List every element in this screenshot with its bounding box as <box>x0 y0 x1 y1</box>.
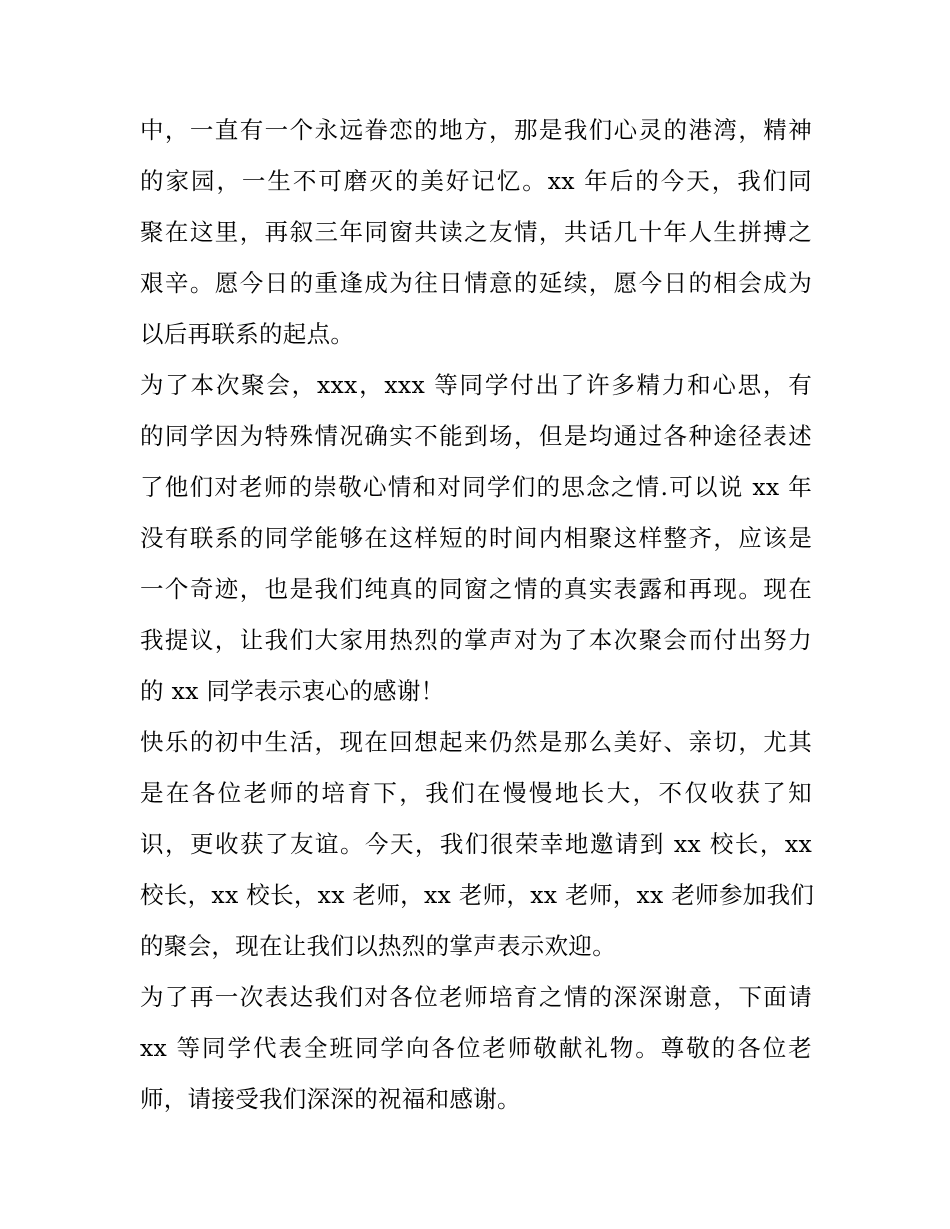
text-line: 中，一直有一个永远眷恋的地方，那是我们心灵的港湾，精神 <box>140 116 812 144</box>
text-line: 没有联系的同学能够在这样短的时间内相聚这样整齐，应该是 <box>140 524 812 552</box>
text-line: 的聚会，现在让我们以热烈的掌声表示欢迎。 <box>140 932 616 960</box>
text-line: xx 等同学代表全班同学向各位老师敬献礼物。尊敬的各位老 <box>140 1034 812 1062</box>
text-line: 以后再联系的起点。 <box>140 320 355 348</box>
text-line: 识，更收获了友谊。今天，我们很荣幸地邀请到 xx 校长，xx <box>140 830 812 858</box>
text-line: 为了本次聚会，xxx，xxx 等同学付出了许多精力和心思，有 <box>140 371 812 399</box>
text-line: 的家园，一生不可磨灭的美好记忆。xx 年后的今天，我们同 <box>140 167 812 195</box>
text-line: 艰辛。愿今日的重逢成为往日情意的延续，愿今日的相会成为 <box>140 269 812 297</box>
text-line: 快乐的初中生活，现在回想起来仍然是那么美好、亲切，尤其 <box>140 728 812 756</box>
text-line: 聚在这里，再叙三年同窗共读之友情，共话几十年人生拼搏之 <box>140 218 812 246</box>
document-body <box>140 108 815 1128</box>
text-line: 的同学因为特殊情况确实不能到场，但是均通过各种途径表述 <box>140 422 812 450</box>
text-line: 的 xx 同学表示衷心的感谢！ <box>140 677 445 705</box>
text-line: 一个奇迹，也是我们纯真的同窗之情的真实表露和再现。现在 <box>140 575 812 603</box>
text-line: 了他们对老师的崇敬心情和对同学们的思念之情.可以说 xx 年 <box>140 473 812 501</box>
text-line: 师，请接受我们深深的祝福和感谢。 <box>140 1085 521 1113</box>
text-line: 是在各位老师的培育下，我们在慢慢地长大，不仅收获了知 <box>140 779 812 807</box>
text-line: 为了再一次表达我们对各位老师培育之情的深深谢意，下面请 <box>140 983 812 1011</box>
text-line: 校长，xx 校长，xx 老师，xx 老师，xx 老师，xx 老师参加我们 <box>140 881 815 909</box>
text-line: 我提议，让我们大家用热烈的掌声对为了本次聚会而付出努力 <box>140 626 812 654</box>
